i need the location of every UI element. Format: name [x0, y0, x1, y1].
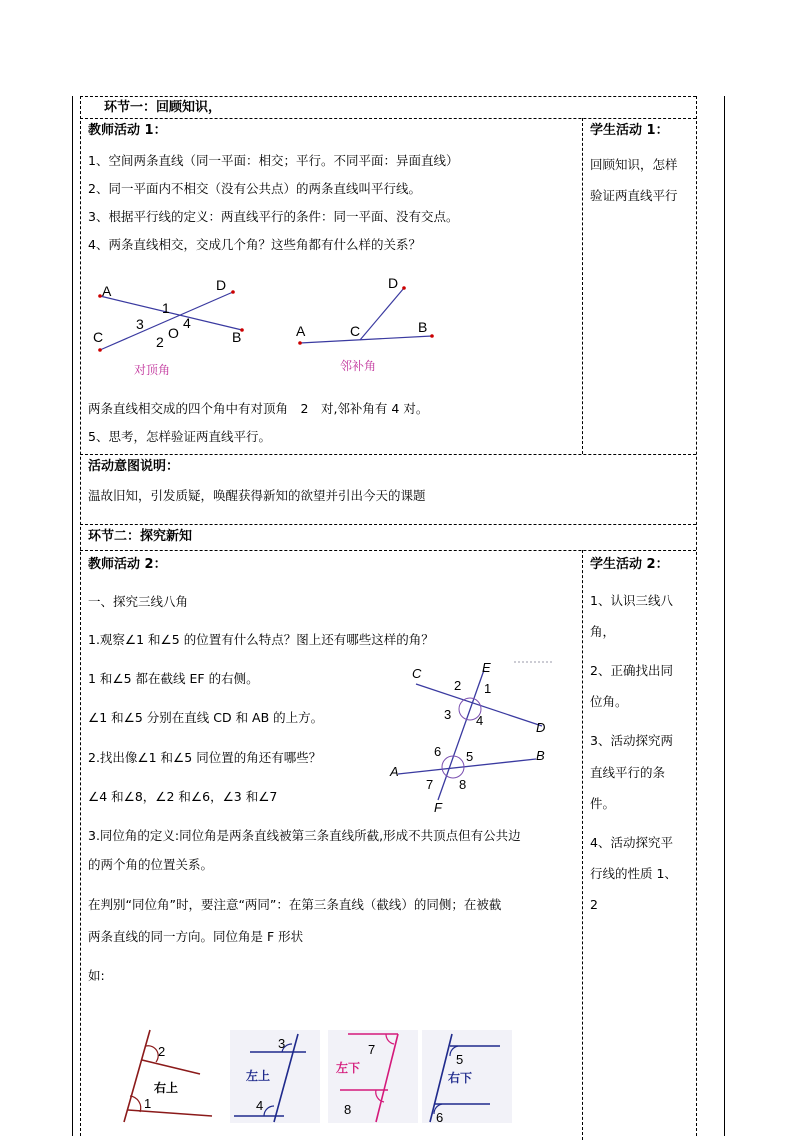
- point-label: O: [168, 325, 179, 341]
- adjacent-angles-figure: [290, 270, 450, 380]
- point-label: C: [350, 323, 361, 339]
- f-shape-label: 右下: [448, 1071, 473, 1085]
- review-item-5: 5、思考，怎样验证两直线平行。: [88, 429, 271, 444]
- student-activity-2-line: 2、正确找出同: [590, 663, 673, 678]
- f-shape-angle: 8: [344, 1102, 352, 1117]
- table-left-border: [80, 96, 81, 1136]
- review-item-3: 3、根据平行线的定义：两直线平行的条件：同一平面、没有交点。: [88, 209, 459, 224]
- intent-heading: 活动意图说明：: [88, 459, 180, 474]
- vertical-angles-figure: [86, 270, 266, 380]
- angle-label: 2: [156, 334, 164, 350]
- f-shape-label: 左上: [246, 1069, 271, 1083]
- f-shape-right-lower: [422, 1030, 512, 1123]
- point-label: D: [388, 275, 399, 291]
- section1-title-divider: [80, 118, 696, 119]
- line-label: F: [434, 800, 442, 815]
- f-shape-angle: 4: [256, 1098, 264, 1113]
- teacher-activity-1-heading: 教师活动 1：: [88, 123, 167, 138]
- student-activity-1-line: 验证两直线平行: [590, 188, 678, 203]
- adjacent-angles-caption: 邻补角: [340, 359, 377, 373]
- vertical-angles-caption: 对顶角: [134, 363, 171, 377]
- angle-label: 7: [426, 777, 434, 792]
- point-label: B: [418, 319, 428, 335]
- student-activity-1-line: 回顾知识，怎样: [590, 157, 678, 172]
- student-activity-2-line: 直线平行的条: [590, 765, 666, 780]
- question-2: 2.找出像∠1 和∠5 同位置的角还有哪些？: [88, 750, 322, 765]
- student-activity-2-line: 行线的性质 1、: [590, 866, 677, 881]
- angle-label: 1: [484, 681, 492, 696]
- f-shape-left-lower: [328, 1030, 418, 1123]
- student-activity-2-heading: 学生活动 2：: [590, 557, 669, 572]
- note-line2: 两条直线的同一方向。同位角是 F 形状: [88, 929, 304, 944]
- f-shape-angle: 2: [158, 1044, 166, 1059]
- answer-1-line1: 1 和∠5 都在截线 EF 的右侧。: [88, 671, 259, 686]
- f-shape-angle: 7: [368, 1042, 376, 1057]
- angle-label: 3: [444, 707, 452, 722]
- f-shape-right-upper: [120, 1030, 220, 1123]
- answer-2: ∠4 和∠8，∠2 和∠6，∠3 和∠7: [88, 789, 278, 804]
- question-1: 1.观察∠1 和∠5 的位置有什么特点？图上还有哪些这样的角？: [88, 632, 434, 647]
- note-line1: 在判别“同位角”时，要注意“两同”：在第三条直线（截线）的同侧；在被截: [88, 897, 502, 912]
- student-activity-1-heading: 学生活动 1：: [590, 123, 669, 138]
- section2-column-divider: [582, 550, 583, 1140]
- definition-line2: 的两个角的位置关系。: [88, 857, 214, 872]
- point-label: A: [296, 323, 306, 339]
- section2-title: 环节二：探究新知: [88, 529, 193, 544]
- line-label: B: [536, 748, 545, 763]
- f-shape-label: 右上: [154, 1081, 179, 1095]
- line-label: E: [482, 660, 491, 675]
- point-label: A: [102, 283, 112, 299]
- line-label: D: [536, 720, 546, 735]
- f-shape-angle: 1: [144, 1096, 152, 1111]
- definition-line1: 3.同位角的定义:同位角是两条直线被第三条直线所截,形成不共顶点但有公共边: [88, 828, 521, 843]
- section1-title: 环节一：回顾知识，: [104, 100, 222, 115]
- angle-label: 5: [466, 749, 474, 764]
- table-top-border: [80, 96, 696, 97]
- angle-label: 4: [183, 315, 191, 331]
- review-item-4: 4、两条直线相交，交成几个角？这些角都有什么样的关系？: [88, 237, 421, 252]
- angles-summary: 两条直线相交成的四个角中有对顶角 2 对,邻补角有 4 对。: [88, 401, 429, 416]
- sub-heading: 一、探究三线八角: [88, 594, 189, 609]
- f-shape-left-upper: [230, 1030, 320, 1123]
- angle-label: 1: [162, 300, 170, 316]
- review-item-1: 1、空间两条直线（同一平面：相交；平行。不同平面：异面直线）: [88, 153, 459, 168]
- section1-column-divider: [582, 118, 583, 454]
- f-shape-angle: 6: [436, 1110, 444, 1125]
- section2-top-divider: [80, 524, 696, 525]
- answer-1-line2: ∠1 和∠5 分别在直线 CD 和 AB 的上方。: [88, 710, 324, 725]
- review-item-2: 2、同一平面内不相交（没有公共点）的两条直线叫平行线。: [88, 181, 421, 196]
- angle-label: 6: [434, 744, 442, 759]
- student-activity-2-line: 件。: [590, 796, 616, 811]
- angle-label: 4: [476, 713, 484, 728]
- student-activity-2-line: 3、活动探究两: [590, 733, 673, 748]
- transversal-figure: [386, 656, 566, 816]
- table-right-border: [696, 96, 697, 1136]
- f-shape-angle: 5: [456, 1052, 464, 1067]
- f-shape-label: 左下: [336, 1061, 361, 1075]
- line-label: C: [412, 666, 422, 681]
- line-label: A: [390, 764, 399, 779]
- point-label: C: [93, 329, 104, 345]
- student-activity-2-line: 角，: [590, 624, 616, 639]
- student-activity-2-line: 4、活动探究平: [590, 835, 673, 850]
- teacher-activity-2-heading: 教师活动 2：: [88, 557, 167, 572]
- section2-title-divider: [80, 550, 696, 551]
- point-label: D: [216, 277, 227, 293]
- student-activity-2-line: 2: [590, 897, 598, 912]
- angle-label: 8: [459, 777, 467, 792]
- student-activity-2-line: 1、认识三线八: [590, 593, 673, 608]
- student-activity-2-line: 位角。: [590, 694, 628, 709]
- angle-label: 3: [136, 316, 144, 332]
- point-label: B: [232, 329, 242, 345]
- example-label: 如:: [88, 968, 105, 983]
- angle-label: 2: [454, 678, 462, 693]
- f-shape-angle: 3: [278, 1036, 286, 1051]
- section1-intent-divider: [80, 454, 696, 455]
- intent-text: 温故旧知，引发质疑，唤醒获得新知的欲望并引出今天的课题: [88, 488, 426, 503]
